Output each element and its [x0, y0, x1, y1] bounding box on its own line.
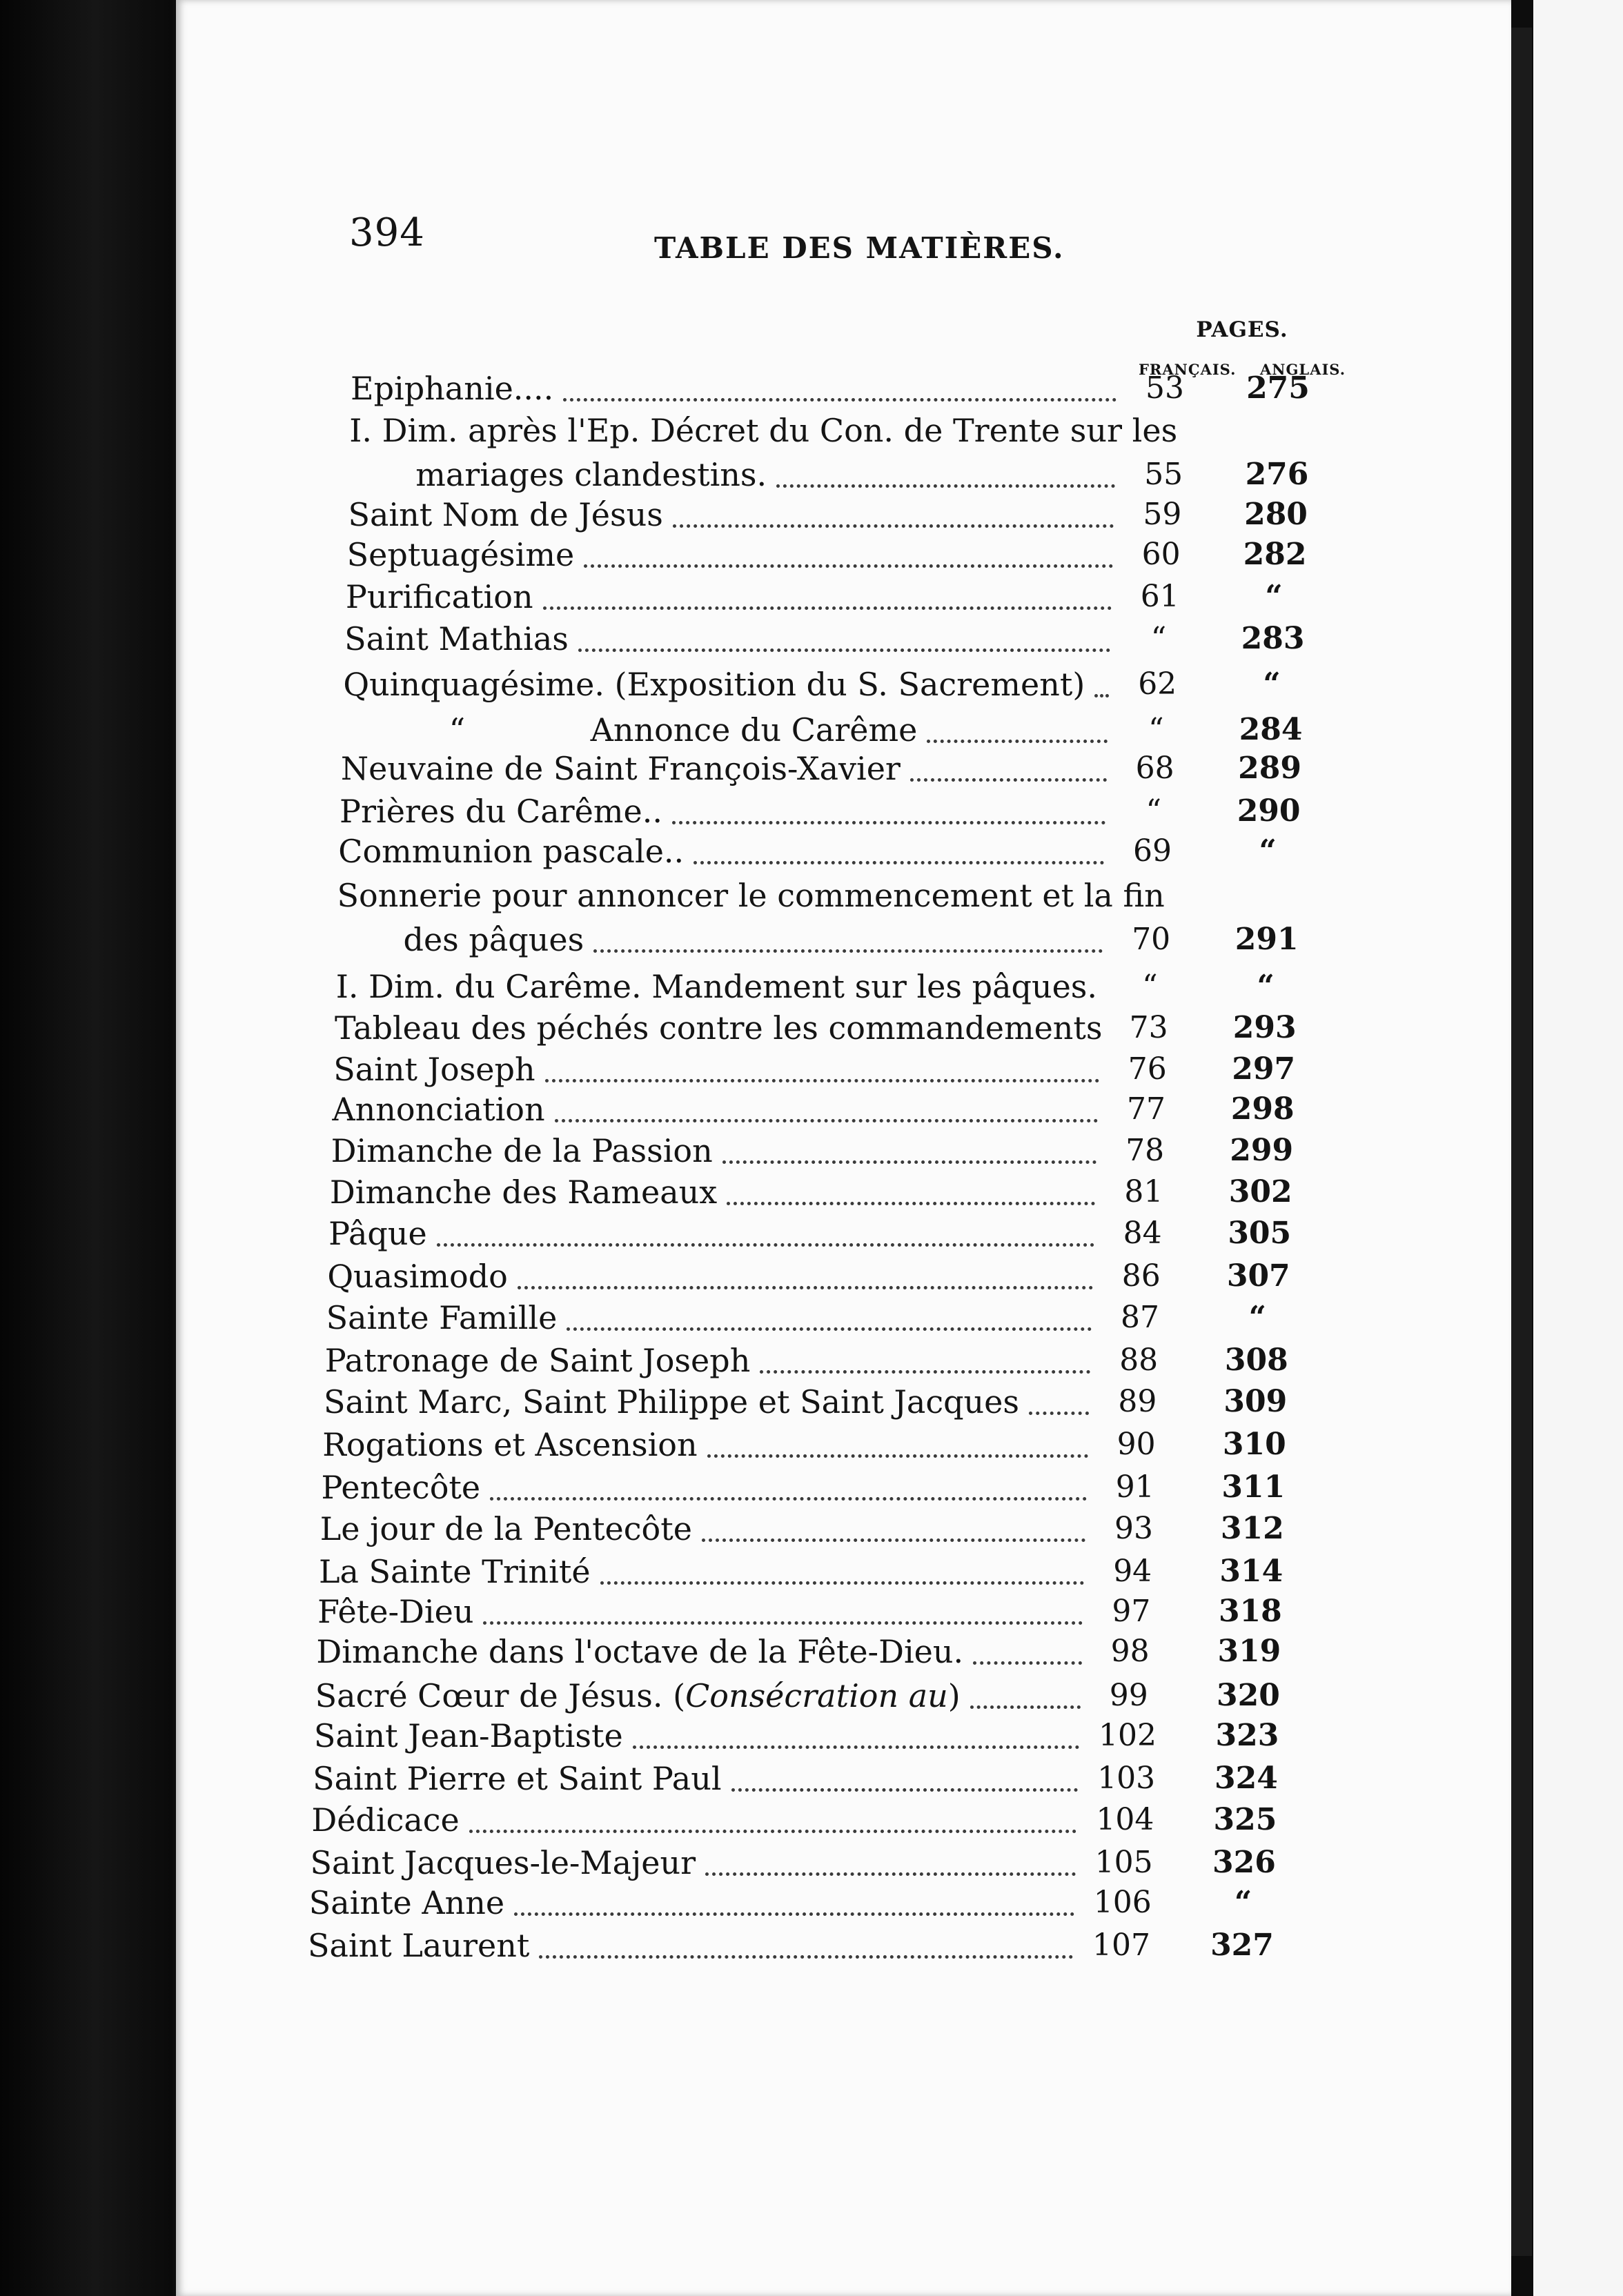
list-item — [0, 832, 1623, 871]
dot-leader — [518, 1247, 1093, 1289]
dot-leader — [600, 1543, 1085, 1585]
anglais-page-number: 308 — [1224, 1343, 1288, 1378]
dot-leader — [539, 1917, 1073, 1959]
list-item-first-line: Sonnerie pour annoncer le commencement et la fin — [337, 877, 1165, 914]
anglais-page-number: “ — [1257, 969, 1275, 1004]
list-item-label: Pâque — [328, 1215, 427, 1252]
anglais-page-number: 305 — [1228, 1216, 1292, 1251]
list-item-label: Dimanche de la Passion — [331, 1132, 713, 1169]
anglais-page-number: “ — [1265, 579, 1283, 614]
francais-page-number: 103 — [1097, 1761, 1156, 1796]
list-item — [0, 1926, 1623, 1965]
list-item-label: Sainte Famille — [326, 1299, 558, 1336]
dot-leader — [1094, 655, 1109, 697]
francais-page-number: 98 — [1110, 1634, 1150, 1669]
anglais-page-number: 319 — [1217, 1634, 1281, 1669]
dot-leader — [437, 1205, 1094, 1247]
francais-page-number: 84 — [1123, 1216, 1162, 1251]
list-item-label: Rogations et Ascension — [322, 1426, 698, 1463]
dot-leader — [760, 1332, 1090, 1374]
francais-page-number: 93 — [1114, 1511, 1153, 1546]
dot-leader — [633, 1707, 1079, 1749]
list-item-label: Quinquagésime. (Exposition du S. Sacrement) — [343, 666, 1085, 703]
anglais-page-number: 284 — [1239, 712, 1303, 747]
francais-page-number: 69 — [1133, 833, 1172, 869]
francais-page-number: 60 — [1141, 537, 1181, 572]
dot-leader — [694, 822, 1104, 864]
dot-leader — [490, 1458, 1087, 1501]
francais-page-number: 88 — [1119, 1343, 1159, 1378]
francais-page-number: 91 — [1115, 1469, 1154, 1505]
pages-column-header: PAGES. — [1196, 317, 1288, 342]
francais-page-number: 77 — [1127, 1091, 1165, 1127]
list-item-label: Neuvaine de Saint François-Xavier — [340, 750, 901, 787]
list-item — [0, 1341, 1623, 1380]
page-title: TABLE DES MATIÈRES. — [654, 231, 1065, 265]
anglais-page-number: 283 — [1241, 621, 1305, 656]
list-item — [0, 665, 1623, 704]
list-item-label: Septuagésime — [346, 536, 575, 573]
francais-page-number: 70 — [1132, 922, 1171, 957]
dot-leader — [584, 526, 1112, 568]
francais-page-number: 87 — [1121, 1300, 1159, 1335]
francais-page-number: “ — [1148, 712, 1164, 747]
francais-page-number: 86 — [1121, 1258, 1161, 1294]
list-item-label: La Sainte Trinité — [318, 1553, 591, 1590]
list-item-label: Tableau des péchés contre les commandements — [334, 1009, 1103, 1047]
list-item-label: Epiphanie.... — [351, 370, 554, 407]
anglais-page-number: 289 — [1238, 751, 1302, 786]
francais-page-number: 62 — [1138, 666, 1177, 702]
anglais-page-number: 325 — [1213, 1802, 1277, 1837]
dot-leader — [469, 1791, 1077, 1833]
anglais-page-number: 320 — [1216, 1678, 1280, 1713]
dot-leader — [555, 1080, 1098, 1122]
anglais-page-number: 297 — [1232, 1051, 1296, 1087]
anglais-page-number: “ — [1263, 666, 1281, 702]
dot-leader — [973, 1623, 1081, 1665]
list-item-label: Fête-Dieu — [317, 1593, 474, 1630]
dot-leader — [731, 1750, 1079, 1792]
francais-page-number: “ — [1150, 621, 1167, 656]
anglais-column-header: ANGLAIS. — [1260, 361, 1346, 378]
dot-leader — [705, 1834, 1075, 1876]
list-item-label: I. Dim. du Carême. Mandement sur les pâques. — [335, 968, 1098, 1005]
list-item — [0, 711, 1623, 749]
list-item-label: Communion pascale.. — [338, 833, 685, 870]
list-item-label: Saint Laurent — [308, 1927, 530, 1964]
list-item-label: Annonce du Carême — [590, 711, 918, 749]
anglais-page-number: “ — [1234, 1885, 1252, 1920]
dot-leader — [702, 1500, 1085, 1542]
dot-leader — [707, 1416, 1088, 1458]
list-item — [0, 1632, 1623, 1671]
list-item — [0, 1592, 1623, 1631]
francais-page-number: 68 — [1135, 751, 1174, 786]
dot-leader — [1029, 1373, 1089, 1415]
ditto-mark: “ — [449, 711, 466, 749]
anglais-page-number: 323 — [1215, 1718, 1279, 1753]
list-item-label: Pentecôte — [321, 1469, 481, 1506]
anglais-page-number: 298 — [1230, 1091, 1295, 1127]
list-item-label: Quasimodo — [327, 1258, 508, 1295]
anglais-page-number: 290 — [1237, 793, 1301, 829]
dot-leader — [970, 1667, 1081, 1709]
francais-page-number: 97 — [1112, 1594, 1151, 1629]
francais-page-number: 89 — [1118, 1384, 1157, 1419]
dot-leader — [593, 911, 1103, 953]
anglais-page-number: 280 — [1244, 497, 1308, 532]
list-item-label-italic: Consécration au — [685, 1677, 948, 1714]
list-item — [0, 620, 1623, 658]
dot-leader — [722, 1122, 1096, 1164]
list-item-label: Dédicace — [311, 1801, 460, 1839]
francais-page-number: “ — [1145, 793, 1162, 829]
list-item-label: Sainte Anne — [308, 1884, 505, 1921]
anglais-page-number: 314 — [1219, 1554, 1283, 1589]
dot-leader — [910, 740, 1107, 782]
francais-page-number: 53 — [1145, 370, 1184, 406]
anglais-page-number: 291 — [1235, 922, 1299, 957]
dot-leader — [567, 1289, 1092, 1331]
francais-column-header: FRANÇAIS. — [1139, 361, 1237, 378]
dot-leader — [543, 568, 1112, 610]
dot-leader — [776, 446, 1115, 488]
anglais-page-number: 293 — [1232, 1010, 1297, 1045]
list-item-label: Saint Joseph — [333, 1051, 535, 1088]
page-number: 394 — [349, 210, 425, 255]
francais-page-number: “ — [1142, 969, 1158, 1004]
list-item-first-line: I. Dim. après l'Ep. Décret du Con. de Trente sur les — [349, 412, 1178, 449]
dot-leader — [673, 486, 1114, 528]
anglais-page-number: 311 — [1221, 1469, 1286, 1505]
list-item-label: Saint Jean-Baptiste — [313, 1717, 623, 1754]
francais-page-number: 94 — [1113, 1554, 1152, 1589]
anglais-page-number: 302 — [1228, 1174, 1292, 1209]
dot-leader — [578, 610, 1110, 652]
francais-page-number: 90 — [1117, 1427, 1156, 1462]
dot-leader — [545, 1040, 1099, 1082]
francais-page-number: 73 — [1129, 1010, 1168, 1045]
anglais-page-number: 318 — [1218, 1594, 1282, 1629]
list-item-label: Saint Jacques-le-Majeur — [310, 1844, 696, 1881]
anglais-page-number: 310 — [1222, 1427, 1286, 1462]
list-item-label: Saint Marc, Saint Philippe et Saint Jacques — [324, 1383, 1019, 1421]
list-item-label: Saint Mathias — [344, 620, 569, 657]
list-item — [0, 967, 1623, 1006]
anglais-page-number: 309 — [1223, 1384, 1288, 1419]
dot-leader — [563, 359, 1117, 402]
list-item-label: Le jour de la Pentecôte — [319, 1510, 692, 1547]
francais-page-number: 106 — [1093, 1885, 1152, 1920]
dot-leader — [927, 701, 1108, 743]
list-item-label: Patronage de Saint Joseph — [324, 1342, 751, 1379]
list-item-label-text: Sacré Cœur de Jésus. ( — [315, 1677, 686, 1714]
francais-page-number: 102 — [1099, 1718, 1157, 1753]
list-item-label: Dimanche dans l'octave de la Fête-Dieu. — [316, 1633, 964, 1670]
list-item-continuation: des pâques — [403, 921, 584, 958]
francais-page-number: 105 — [1094, 1845, 1153, 1880]
francais-page-number: 78 — [1125, 1133, 1165, 1168]
list-item-label: Purification — [345, 578, 533, 615]
list-item-label: Annonciation — [332, 1091, 545, 1128]
anglais-page-number: “ — [1248, 1300, 1266, 1335]
dot-leader — [514, 1874, 1074, 1916]
dot-leader — [672, 782, 1105, 824]
list-item-label: Dimanche des Rameaux — [329, 1174, 718, 1211]
list-item-label: Prières du Carême.. — [340, 793, 662, 830]
anglais-page-number: 276 — [1245, 457, 1309, 492]
francais-page-number: 104 — [1096, 1802, 1154, 1837]
francais-page-number: 59 — [1143, 497, 1182, 532]
list-item-label: Saint Nom de Jésus — [348, 496, 663, 533]
list-item-continuation: mariages clandestins. — [415, 456, 767, 493]
list-item-label-close: ) — [947, 1677, 961, 1714]
anglais-page-number: 282 — [1243, 537, 1307, 572]
francais-page-number: 61 — [1140, 579, 1179, 614]
francais-page-number: 76 — [1128, 1051, 1167, 1087]
list-item-label: Saint Pierre et Saint Paul — [313, 1760, 722, 1797]
list-item — [0, 920, 1623, 959]
dot-leader — [483, 1583, 1083, 1625]
list-item — [0, 369, 1623, 408]
francais-page-number: 99 — [1109, 1678, 1148, 1713]
dot-leader — [727, 1163, 1095, 1205]
anglais-page-number: 275 — [1246, 370, 1310, 406]
anglais-page-number: 307 — [1226, 1258, 1290, 1294]
anglais-page-number: 327 — [1210, 1928, 1274, 1963]
anglais-page-number: 312 — [1220, 1511, 1284, 1546]
francais-page-number: 81 — [1124, 1174, 1163, 1209]
francais-page-number: 107 — [1092, 1928, 1150, 1963]
anglais-page-number: 299 — [1230, 1133, 1294, 1168]
francais-page-number: 55 — [1144, 457, 1183, 492]
anglais-page-number: “ — [1259, 833, 1277, 869]
anglais-page-number: 326 — [1212, 1845, 1276, 1880]
anglais-page-number: 324 — [1214, 1761, 1278, 1796]
